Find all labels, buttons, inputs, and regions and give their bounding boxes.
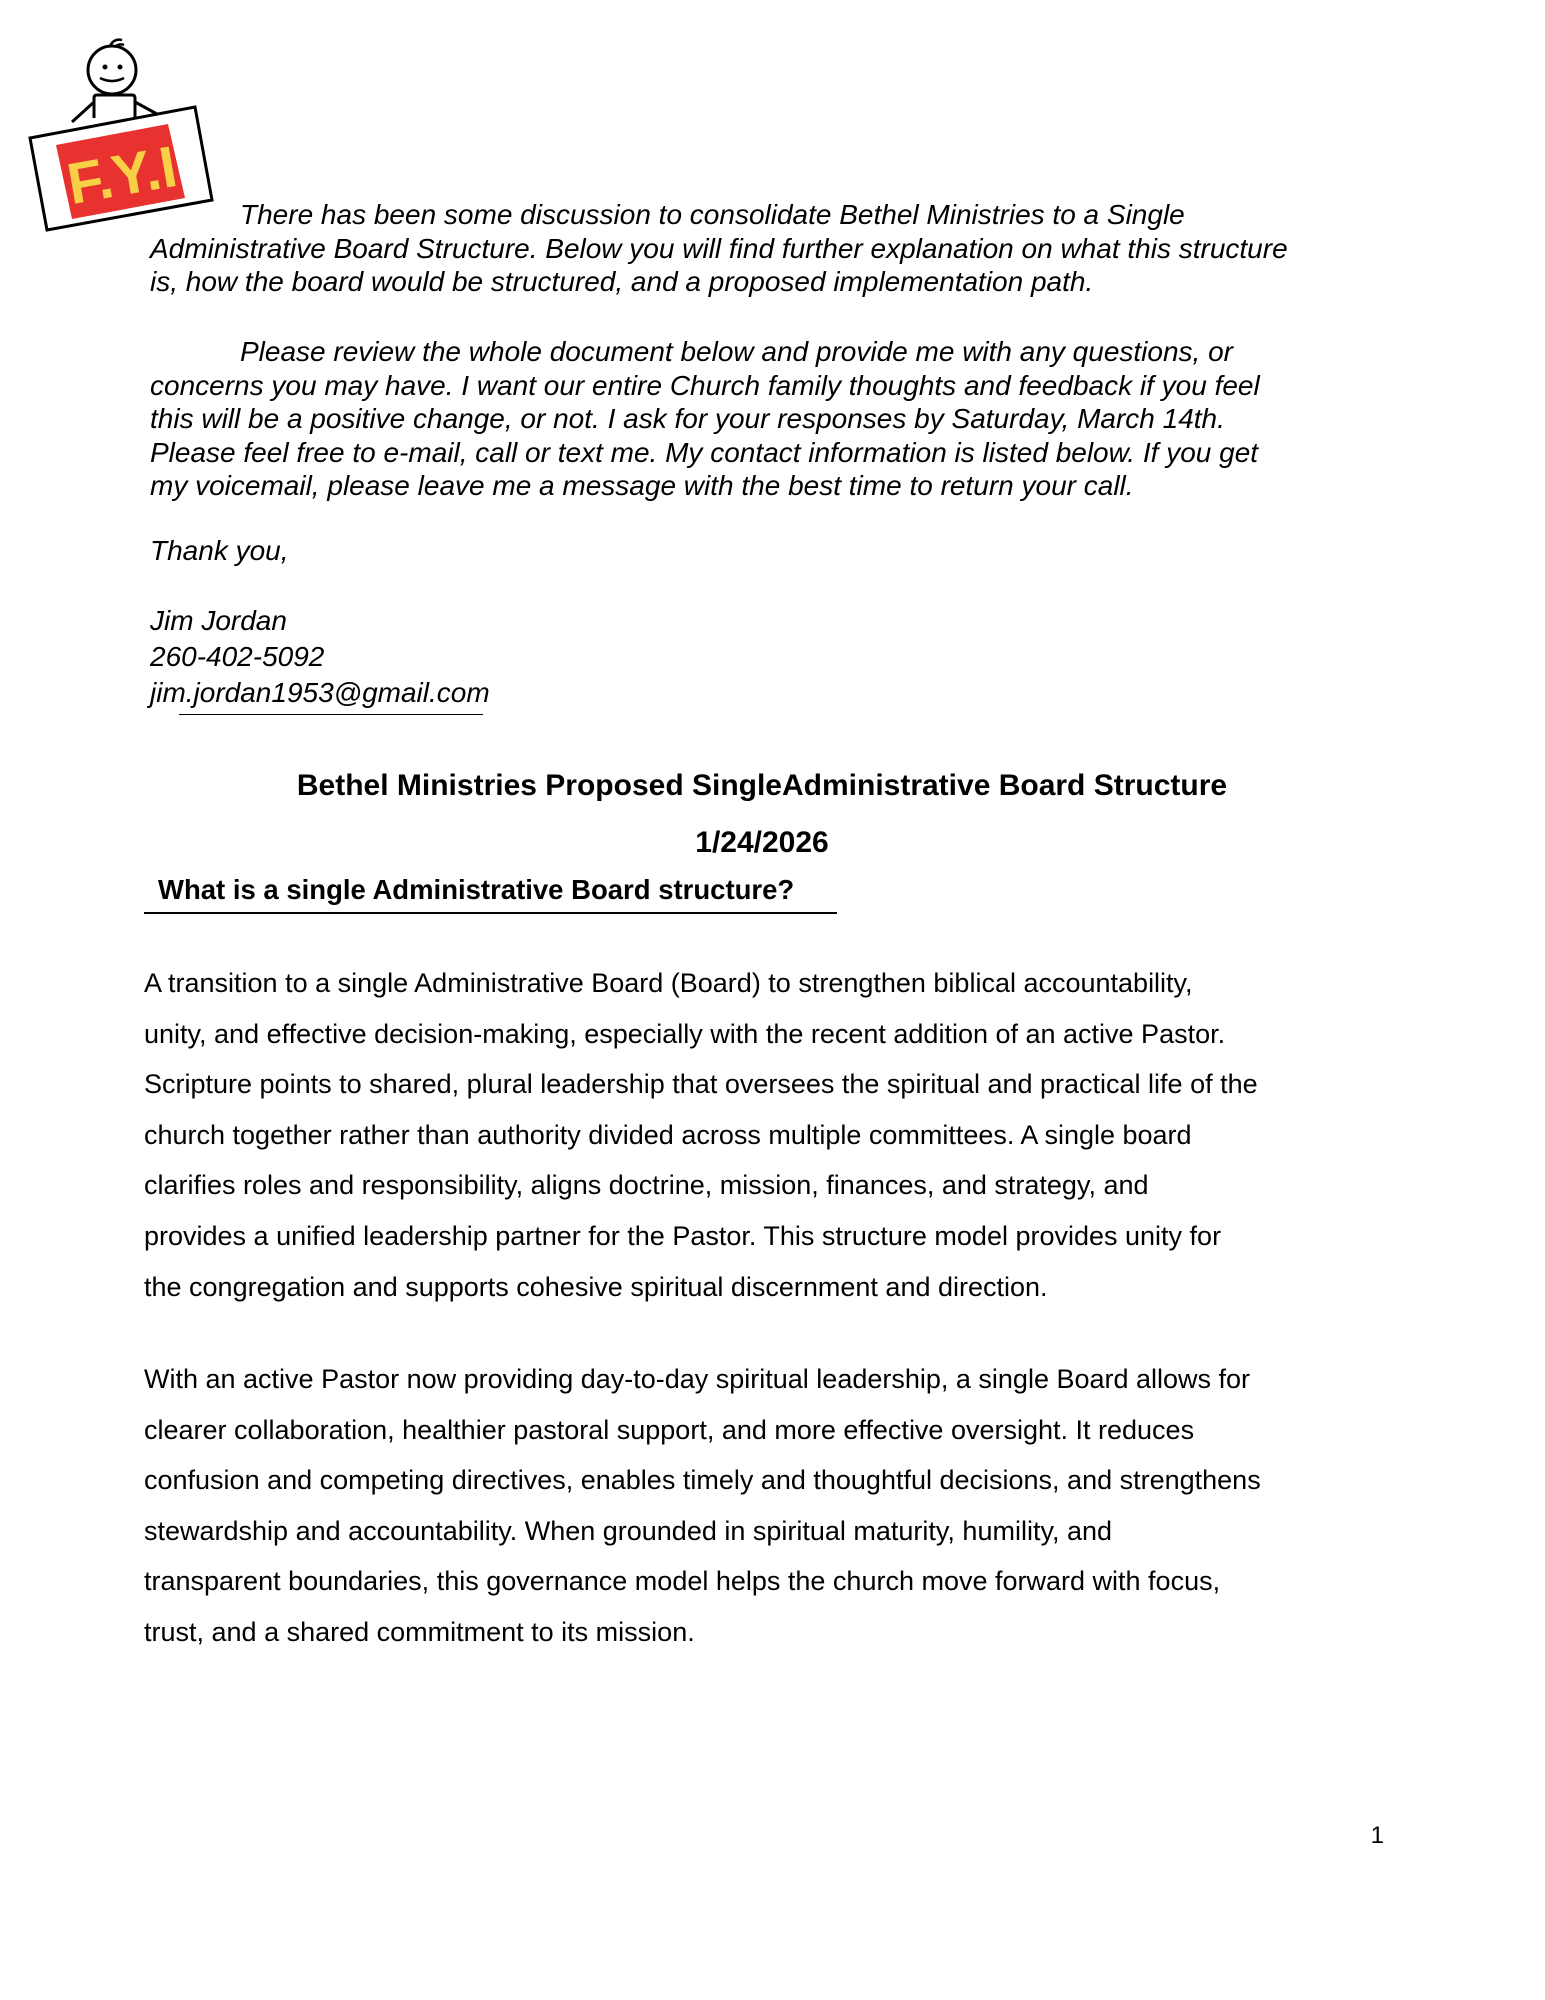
text-line: clearer collaboration, healthier pastoral support, and more effective oversight. It reduces [144, 1414, 1195, 1445]
text-line: There has been some discussion to consolidate Bethel Ministries to a Single [240, 199, 1185, 230]
text-line: A transition to a single Administrative Board (Board) to strengthen biblical accountability, [144, 968, 1193, 998]
sender-phone: 260-402-5092 [150, 641, 325, 672]
text-line: is, how the board would be structured, and a proposed implementation path. [150, 266, 1094, 297]
body-paragraph-2 [144, 1354, 1261, 1658]
text-line: this will be a positive change, or not. I ask for your responses by Saturday, March 14th. [150, 403, 1225, 434]
intro-paragraph-1 [150, 198, 1400, 299]
closing-text: Thank you, [150, 535, 289, 566]
text-line: confusion and competing directives, enables timely and thoughtful decisions, and strengthens [144, 1465, 1261, 1496]
text-line: Please feel free to e-mail, call or text me. My contact information is listed below. If you get [150, 436, 1259, 468]
fyi-logo-text: F.Y.I [62, 133, 182, 218]
section-heading: What is a single Administrative Board structure? [158, 874, 795, 905]
text-line: provides a unified leadership partner for the Pastor. This structure model provides unity for [144, 1220, 1222, 1251]
body-paragraph-1 [144, 958, 1258, 1312]
text-line: unity, and effective decision-making, especially with the recent addition of an active Pastor. [144, 1018, 1226, 1049]
text-line: Administrative Board Structure. Below you will find further explanation on what this structure [150, 232, 1288, 264]
sender-name: Jim Jordan [150, 605, 287, 636]
text-line: concerns you may have. I want our entire Church family thoughts and feedback if you feel [150, 369, 1260, 401]
text-line: Please review the whole document below and provide me with any questions, or [240, 336, 1234, 367]
page-number: 1 [1370, 1822, 1384, 1849]
text-line: church together rather than authority divided across multiple committees. A single board [144, 1119, 1192, 1150]
sender-email-link[interactable]: jim.jordan1953@gmail.com [150, 677, 490, 708]
text-line: stewardship and accountability. When grounded in spiritual maturity, humility, and [144, 1515, 1112, 1546]
text-line: trust, and a shared commitment to its mission. [144, 1616, 695, 1647]
document-date: 1/24/2026 [695, 826, 829, 859]
document-title: Bethel Ministries Proposed SingleAdministrative Board Structure [296, 769, 1228, 802]
intro-paragraph-2 [150, 335, 1400, 503]
text-line: the congregation and supports cohesive spiritual discernment and direction. [144, 1271, 1048, 1302]
text-line: transparent boundaries, this governance model helps the church move forward with focus, [144, 1566, 1221, 1597]
text-line: clarifies roles and responsibility, aligns doctrine, mission, finances, and strategy, and [144, 1170, 1149, 1201]
text-line: With an active Pastor now providing day-to-day spiritual leadership, a single Board allows for [144, 1364, 1251, 1394]
signature-block [150, 603, 490, 711]
text-line: my voicemail, please leave me a message with the best time to return your call. [150, 470, 1134, 501]
text-line: Scripture points to shared, plural leadership that oversees the spiritual and practical life of the [144, 1069, 1258, 1100]
email-underline [179, 714, 483, 715]
heading-underline [144, 912, 837, 914]
